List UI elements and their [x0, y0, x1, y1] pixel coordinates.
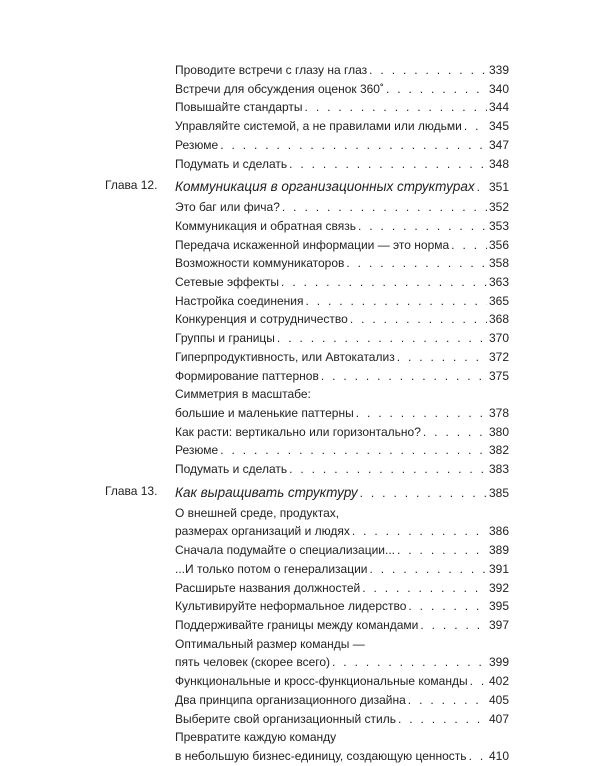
dot-leader	[282, 198, 487, 217]
toc-entry[interactable]	[175, 710, 509, 729]
page-number: 353	[488, 218, 509, 233]
page-number: 385	[488, 485, 509, 500]
page-number: 407	[488, 711, 509, 726]
entry-text: Гиперпродуктивность, или Автокатализ	[175, 349, 395, 364]
page-number: 356	[488, 237, 509, 252]
dot-leader	[408, 597, 487, 616]
dot-leader	[360, 483, 487, 504]
entry-text: размерах организаций и людях	[175, 524, 350, 539]
dot-leader	[408, 691, 487, 710]
toc-entry[interactable]	[175, 385, 509, 422]
entry-text: Выберите свой организационный стиль	[175, 711, 396, 726]
toc-entry[interactable]	[175, 217, 509, 236]
dot-leader	[423, 423, 487, 442]
entry-text: ...И только потом о генерализации	[175, 561, 368, 576]
dot-leader	[420, 616, 487, 635]
entry-text: Сначала подумайте о специализации...	[175, 543, 396, 558]
toc-entry[interactable]	[175, 597, 509, 616]
entry-row	[175, 236, 509, 255]
dot-leader	[464, 117, 487, 136]
chapter-title-entry[interactable]	[175, 482, 509, 504]
page-number: 375	[488, 368, 509, 383]
entry-text: Функциональные и кросс-функциональные команды	[175, 674, 468, 689]
entry-text: Управляйте системой, а не правилами или людьми	[175, 119, 462, 134]
toc-entry[interactable]	[175, 292, 509, 311]
entry-row	[175, 176, 509, 198]
chapter-title-entry[interactable]	[175, 176, 509, 198]
entry-text: Поддерживайте границы между командами	[175, 617, 419, 632]
entry-text-line: Симметрия в масштабе:	[175, 387, 311, 402]
entry-text: Как расти: вертикально или горизонтально?	[175, 424, 421, 439]
entry-row	[175, 691, 509, 710]
dot-leader	[477, 177, 487, 198]
page-number: 372	[488, 349, 509, 364]
page-number: 363	[488, 275, 509, 290]
toc-entry[interactable]	[175, 254, 509, 273]
dot-leader	[397, 348, 487, 367]
entry-text: большие и маленькие паттерны	[175, 405, 354, 420]
entry-row	[175, 460, 509, 479]
dot-leader	[369, 61, 487, 80]
toc-entry[interactable]	[175, 117, 509, 136]
entry-row	[175, 482, 509, 504]
entry-row	[175, 198, 509, 217]
toc-entry[interactable]	[175, 348, 509, 367]
page-number: 382	[488, 443, 509, 458]
page-number: 410	[488, 748, 509, 763]
toc-entry[interactable]	[175, 635, 509, 672]
dot-leader	[386, 80, 487, 99]
dot-leader	[289, 155, 487, 174]
toc-entry[interactable]	[175, 329, 509, 348]
entry-text: Конкуренция и сотрудничество	[175, 312, 348, 327]
chapter-section	[105, 482, 509, 766]
entry-row	[175, 616, 509, 635]
entry-row	[175, 117, 509, 136]
entry-text: Встречи для обсуждения оценок 360˚	[175, 81, 384, 96]
entry-text: Два принципа организационного дизайна	[175, 692, 406, 707]
page-number: 383	[488, 462, 509, 477]
page-number: 352	[488, 200, 509, 215]
entry-text-line: Оптимальный размер команды —	[175, 636, 365, 651]
page-number: 340	[488, 81, 509, 96]
entry-row	[175, 404, 509, 423]
page-number: 397	[488, 617, 509, 632]
entry-row	[175, 254, 509, 273]
toc-entry[interactable]	[175, 579, 509, 598]
chapter-label: Глава 13.	[105, 483, 158, 498]
table-of-contents	[105, 61, 509, 766]
toc-entry[interactable]	[175, 728, 509, 765]
dot-leader	[305, 98, 487, 117]
dot-leader	[398, 710, 487, 729]
dot-leader	[356, 404, 487, 423]
entry-text: Культивируйте неформальное лидерство	[175, 599, 407, 614]
dot-leader	[358, 217, 487, 236]
entry-row	[175, 155, 509, 174]
toc-entry[interactable]	[175, 504, 509, 541]
entry-row	[175, 710, 509, 729]
entry-text: Формирование паттернов	[175, 368, 319, 383]
toc-entry[interactable]	[175, 198, 509, 217]
page-number: 368	[488, 312, 509, 327]
page-number: 358	[488, 256, 509, 271]
entry-text: в небольшую бизнес-единицу, создающую ценность	[175, 748, 467, 763]
entry-text: Сетевые эффекты	[175, 275, 280, 290]
dot-leader	[321, 367, 487, 386]
entry-text: Проводите встречи с глазу на глаз	[175, 63, 368, 77]
entry-text: Это баг или фича?	[175, 200, 280, 215]
page-number: 344	[488, 100, 509, 115]
chapter-label: Глава 12.	[105, 178, 158, 193]
toc-entry[interactable]	[175, 460, 509, 479]
entry-text: Резюме	[175, 443, 219, 458]
entry-text: Коммуникация в организационных структурах	[175, 179, 475, 195]
entry-row	[175, 310, 509, 329]
page-number: 392	[488, 580, 509, 595]
entry-text: Подумать и сделать	[175, 462, 288, 477]
toc-entry[interactable]	[175, 236, 509, 255]
page-number: 395	[488, 599, 509, 614]
dot-leader	[305, 292, 487, 311]
entry-row	[175, 136, 509, 155]
entry-list	[175, 176, 509, 479]
page-number: 402	[488, 674, 509, 689]
entry-text: Возможности коммуникаторов	[175, 256, 345, 271]
chapter-section	[105, 176, 509, 479]
entry-row	[175, 522, 509, 541]
entry-row	[175, 80, 509, 99]
entry-row	[175, 597, 509, 616]
dot-leader	[350, 310, 487, 329]
toc-entry[interactable]	[175, 541, 509, 560]
toc-entry[interactable]	[175, 136, 509, 155]
toc-entry[interactable]	[175, 273, 509, 292]
entry-row	[175, 560, 509, 579]
entry-list	[175, 482, 509, 766]
page-number: 389	[488, 543, 509, 558]
entry-list	[175, 61, 509, 173]
page-number: 347	[488, 137, 509, 152]
entry-text: Расширьте названия должностей	[175, 580, 361, 595]
entry-text: пять человек (скорее всего)	[175, 655, 331, 670]
entry-text: Повышайте стандарты	[175, 100, 303, 115]
entry-text: Передача искаженной информации — это норма	[175, 237, 450, 252]
toc-entry[interactable]	[175, 423, 509, 442]
entry-row	[175, 217, 509, 236]
dot-leader	[362, 579, 487, 598]
page-number: 380	[488, 424, 509, 439]
entry-row	[175, 329, 509, 348]
page-number: 386	[488, 524, 509, 539]
entry-text: Как выращивать структуру	[175, 484, 358, 500]
dot-leader	[220, 136, 487, 155]
entry-text: Настройка соединения	[175, 293, 304, 308]
entry-row	[175, 61, 509, 80]
entry-row	[175, 579, 509, 598]
page-number: 348	[488, 156, 509, 171]
page-number: 405	[488, 692, 509, 707]
dot-leader	[332, 653, 487, 672]
page-number: 365	[488, 293, 509, 308]
dot-leader	[370, 560, 487, 579]
entry-text: Коммуникация и обратная связь	[175, 218, 357, 233]
entry-row	[175, 423, 509, 442]
entry-text: Резюме	[175, 137, 219, 152]
toc-entry[interactable]	[175, 367, 509, 386]
dot-leader	[346, 254, 487, 273]
entry-text-line: О внешней среде, продуктах,	[175, 505, 340, 520]
dot-leader	[352, 522, 487, 541]
page-number: 345	[488, 119, 509, 134]
entry-text: Группы и границы	[175, 331, 275, 346]
section-continuation	[105, 61, 509, 173]
dot-leader	[451, 236, 487, 255]
dot-leader	[470, 672, 487, 691]
entry-row	[175, 273, 509, 292]
entry-row	[175, 672, 509, 691]
entry-row	[175, 348, 509, 367]
page-number: 370	[488, 331, 509, 346]
dot-leader	[397, 541, 487, 560]
entry-text-line: Превратите каждую команду	[175, 730, 337, 745]
dot-leader	[281, 273, 487, 292]
page-number: 339	[488, 63, 509, 77]
toc-entry[interactable]	[175, 616, 509, 635]
toc-entry[interactable]	[175, 441, 509, 460]
toc-entry[interactable]	[175, 98, 509, 117]
toc-entry[interactable]	[175, 80, 509, 99]
entry-row	[175, 367, 509, 386]
toc-entry[interactable]	[175, 691, 509, 710]
page-number: 378	[488, 405, 509, 420]
page-number: 391	[488, 561, 509, 576]
page-number: 399	[488, 655, 509, 670]
entry-row	[175, 292, 509, 311]
entry-row	[175, 653, 509, 672]
toc-entry[interactable]	[175, 672, 509, 691]
toc-entry[interactable]	[175, 310, 509, 329]
dot-leader	[289, 460, 487, 479]
toc-entry[interactable]	[175, 61, 509, 80]
entry-text: Подумать и сделать	[175, 156, 288, 171]
toc-entry[interactable]	[175, 155, 509, 174]
entry-row	[175, 541, 509, 560]
dot-leader	[220, 441, 487, 460]
dot-leader	[277, 329, 487, 348]
entry-row	[175, 441, 509, 460]
entry-row	[175, 98, 509, 117]
toc-entry[interactable]	[175, 560, 509, 579]
page-number: 351	[488, 180, 509, 195]
